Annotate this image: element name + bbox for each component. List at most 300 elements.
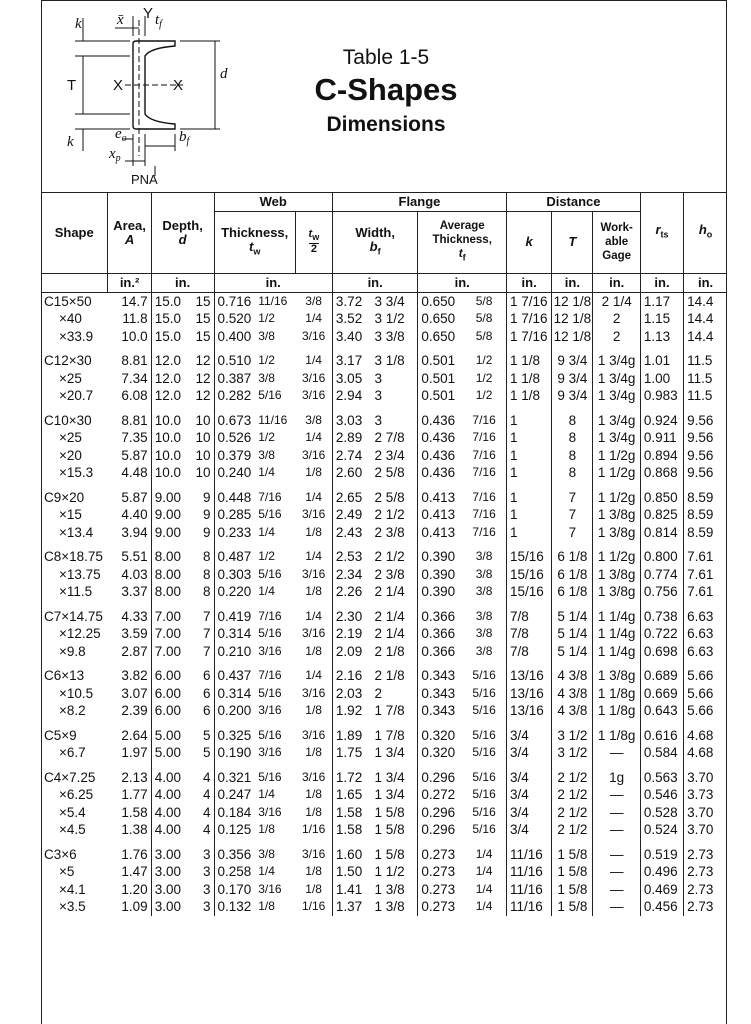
table-row [41, 405, 727, 430]
cell-tw: 0.325 [217, 727, 252, 743]
cell-tffrac: 3/8 [462, 601, 506, 626]
cell-tw2: 3/16 [295, 506, 332, 524]
cell-d: 10.0 [154, 447, 181, 463]
cell-tw: 0.400 [217, 328, 252, 344]
cell-shape: C7×14.75 [44, 608, 103, 624]
cell-tf: 0.296 [421, 804, 456, 820]
cell-shape: ×15.3 [59, 465, 94, 480]
cell-T: 5 1/4 [552, 601, 593, 626]
cell-k: 11/16 [506, 863, 551, 881]
cell-dfrac: 8 [191, 566, 214, 584]
cell-twfrac: 1/2 [258, 311, 275, 325]
cell-shape: C12×30 [44, 353, 92, 368]
cell-g: 1 1/4g [593, 601, 640, 626]
cell-d: 6.00 [154, 685, 181, 701]
table-row [41, 429, 727, 447]
cell-shape: C4×7.25 [44, 769, 96, 785]
cell-ho: 9.56 [687, 465, 714, 480]
table-row [41, 482, 727, 507]
cell-twfrac: 3/16 [258, 745, 282, 759]
cell-bffrac: 1 3/4 [372, 762, 418, 787]
cell-bf: 1.65 [335, 787, 363, 802]
cell-A: 8.81 [108, 345, 151, 370]
cell-tw: 0.510 [217, 353, 252, 368]
cell-twfrac: 3/8 [258, 370, 275, 385]
cell-rts: 0.616 [640, 720, 683, 745]
table-row [41, 583, 727, 601]
cell-d: 12.0 [154, 388, 181, 403]
cell-g: 1 1/8g [593, 685, 640, 703]
cell-T: 1 5/8 [552, 898, 593, 916]
cell-dfrac: 7 [191, 601, 214, 626]
unit-flange-width: in. [332, 273, 417, 292]
cell-tf: 0.320 [421, 745, 456, 760]
cell-shape: ×40 [59, 311, 82, 326]
cell-tf: 0.366 [421, 626, 456, 641]
cell-bffrac: 1 3/4 [372, 786, 418, 804]
cell-rts: 0.584 [640, 744, 683, 762]
cell-dfrac: 5 [191, 744, 214, 762]
diagram-label-d: d [220, 66, 228, 82]
cell-bffrac: 1 5/8 [372, 804, 418, 822]
cell-A: 2.64 [108, 720, 151, 745]
cell-tffrac: 1/2 [462, 345, 506, 370]
cell-A: 10.0 [108, 328, 151, 346]
cell-rts: 0.756 [640, 583, 683, 601]
cell-tw: 0.314 [217, 685, 252, 701]
cell-g: — [593, 744, 640, 762]
cell-dfrac: 6 [191, 702, 214, 720]
cell-T: 6 1/8 [552, 583, 593, 601]
cell-g: 1 1/8g [593, 720, 640, 745]
cell-A: 3.94 [108, 524, 151, 542]
cell-T: 9 3/4 [552, 345, 593, 370]
cell-twfrac: 5/16 [258, 507, 282, 521]
cell-tw: 0.437 [217, 668, 252, 683]
cell-dfrac: 12 [191, 345, 214, 370]
cell-tw2: 1/8 [295, 583, 332, 601]
cell-tw2: 3/8 [295, 292, 332, 310]
cell-tffrac: 5/8 [462, 292, 506, 310]
cell-shape: ×5.4 [59, 804, 86, 820]
cell-bf: 2.43 [335, 524, 363, 540]
cell-tw2: 3/16 [295, 328, 332, 346]
col-shape: Shape [41, 193, 108, 273]
cell-g: 1 1/8g [593, 702, 640, 720]
cell-bf: 2.03 [335, 685, 363, 701]
cell-tffrac: 5/16 [462, 702, 506, 720]
cell-bffrac: 2 1/2 [372, 506, 418, 524]
cell-dfrac: 9 [191, 506, 214, 524]
group-web: Web [214, 193, 332, 211]
cell-bf: 2.74 [335, 447, 363, 463]
cell-ho: 14.4 [687, 293, 714, 309]
cell-k: 15/16 [506, 566, 551, 584]
cell-ho: 6.63 [687, 643, 714, 659]
cell-tw: 0.282 [217, 388, 252, 403]
cell-T: 9 3/4 [552, 370, 593, 388]
cell-tf: 0.320 [421, 727, 456, 743]
cell-bf: 1.89 [335, 727, 363, 743]
cell-k: 11/16 [506, 881, 551, 899]
cell-dfrac: 9 [191, 482, 214, 507]
cell-d: 8.00 [154, 584, 181, 599]
cell-g: 1 3/4g [593, 429, 640, 447]
cell-tffrac: 5/16 [462, 821, 506, 839]
cell-T: 5 1/4 [552, 643, 593, 661]
table-row [41, 566, 727, 584]
cell-dfrac: 8 [191, 541, 214, 566]
cell-twfrac: 3/8 [258, 846, 275, 861]
diagram-label-k-bottom: k [67, 134, 74, 150]
cell-tw: 0.125 [217, 822, 252, 837]
cell-k: 1 7/16 [506, 292, 551, 310]
table-row [41, 310, 727, 328]
cell-bf: 2.89 [335, 430, 363, 445]
cell-tw: 0.526 [217, 430, 252, 445]
cell-rts: 1.01 [640, 345, 683, 370]
col-web-thickness: Thickness, $t_w$ [214, 211, 295, 273]
cell-k: 11/16 [506, 839, 551, 864]
cell-rts: 0.456 [640, 898, 683, 916]
cell-T: 3 1/2 [552, 744, 593, 762]
cell-tf: 0.501 [421, 388, 456, 403]
cell-A: 4.33 [108, 601, 151, 626]
cell-bf: 3.03 [335, 412, 363, 428]
table-body [41, 292, 727, 916]
table-row [41, 804, 727, 822]
cell-tw2: 3/16 [295, 625, 332, 643]
cell-k: 1 1/8 [506, 387, 551, 405]
table-row [41, 464, 727, 482]
cell-tffrac: 5/16 [462, 744, 506, 762]
unit-rts: in. [640, 273, 683, 292]
table-row [41, 524, 727, 542]
diagram-label-bf: $b_f$ [179, 129, 190, 147]
cell-A: 4.48 [108, 464, 151, 482]
cell-T: 2 1/2 [552, 804, 593, 822]
cell-tffrac: 5/16 [462, 685, 506, 703]
cell-k: 3/4 [506, 720, 551, 745]
cell-bffrac: 1 1/2 [372, 863, 418, 881]
cell-k: 15/16 [506, 583, 551, 601]
col-T: T [552, 211, 593, 273]
cell-T: 1 5/8 [552, 881, 593, 899]
col-depth: Depth, d [151, 193, 214, 273]
cell-tw: 0.285 [217, 507, 252, 522]
cell-twfrac: 3/16 [258, 804, 282, 819]
cell-g: 2 [593, 310, 640, 328]
cell-shape: ×25 [59, 370, 82, 386]
cell-g: — [593, 881, 640, 899]
cell-bffrac: 2 5/8 [372, 464, 418, 482]
cell-tffrac: 3/8 [462, 643, 506, 661]
cell-k: 1 [506, 464, 551, 482]
cell-g: 1 3/8g [593, 506, 640, 524]
cell-shape: C8×18.75 [44, 549, 103, 564]
cell-rts: 0.722 [640, 625, 683, 643]
cell-ho: 8.59 [687, 524, 714, 540]
cell-twfrac: 5/16 [258, 727, 282, 742]
cell-tw: 0.132 [217, 899, 252, 914]
cell-k: 3/4 [506, 786, 551, 804]
col-avg-thickness: Average Thickness, $t_f$ [418, 211, 507, 273]
cell-dfrac: 15 [191, 310, 214, 328]
cell-g: 1 3/4g [593, 405, 640, 430]
unit-k: in. [506, 273, 551, 292]
cell-dfrac: 9 [191, 524, 214, 542]
cell-tw2: 1/4 [295, 345, 332, 370]
cell-bf: 2.34 [335, 566, 363, 582]
cell-rts: 0.528 [640, 804, 683, 822]
cell-T: 8 [552, 447, 593, 465]
cell-ho: 5.66 [687, 668, 714, 683]
cell-bffrac: 2 1/8 [372, 643, 418, 661]
cell-bf: 2.60 [335, 465, 363, 480]
table-header-area [41, 0, 727, 193]
cell-tffrac: 5/16 [462, 804, 506, 822]
cell-tf: 0.272 [421, 787, 456, 802]
unit-ho: in. [684, 273, 727, 292]
cell-tffrac: 3/8 [462, 541, 506, 566]
cell-rts: 1.13 [640, 328, 683, 346]
cell-d: 15.0 [154, 328, 181, 344]
cell-bf: 3.17 [335, 353, 363, 368]
cell-bffrac: 1 3/4 [372, 744, 418, 762]
cell-ho: 9.56 [687, 430, 714, 445]
cell-twfrac: 3/16 [258, 643, 282, 658]
cell-shape: ×10.5 [59, 685, 94, 701]
cell-d: 3.00 [154, 846, 181, 862]
cell-bf: 1.41 [335, 881, 363, 897]
cell-tw: 0.170 [217, 881, 252, 897]
table-row [41, 786, 727, 804]
cell-d: 10.0 [154, 465, 181, 480]
cell-shape: ×3.5 [59, 899, 86, 914]
cell-tffrac: 5/8 [462, 328, 506, 346]
cell-dfrac: 3 [191, 898, 214, 916]
cell-k: 7/8 [506, 625, 551, 643]
cell-A: 2.13 [108, 762, 151, 787]
cell-tw2: 3/16 [295, 762, 332, 787]
cell-dfrac: 4 [191, 762, 214, 787]
cell-tw: 0.520 [217, 311, 252, 326]
cell-rts: 0.689 [640, 660, 683, 685]
cell-A: 1.58 [108, 804, 151, 822]
cell-d: 15.0 [154, 293, 181, 309]
cell-rts: 0.924 [640, 405, 683, 430]
cell-twfrac: 5/16 [258, 769, 282, 784]
cell-dfrac: 8 [191, 583, 214, 601]
cell-tf: 0.296 [421, 769, 456, 785]
cell-twfrac: 1/4 [258, 864, 275, 878]
cell-T: 8 [552, 429, 593, 447]
cell-tf: 0.273 [421, 881, 456, 897]
cell-bffrac: 1 7/8 [372, 720, 418, 745]
cell-bffrac: 1 5/8 [372, 821, 418, 839]
cell-rts: 0.814 [640, 524, 683, 542]
cell-tw2: 3/16 [295, 720, 332, 745]
col-rts: $r_{ts}$ [640, 193, 683, 273]
cell-k: 1 7/16 [506, 310, 551, 328]
col-half-tw: $\frac{t_w}{2}$ [295, 211, 332, 273]
table-row [41, 881, 727, 899]
cell-g: 1 3/4g [593, 345, 640, 370]
cell-bffrac: 2 1/8 [372, 660, 418, 685]
cell-bffrac: 1 7/8 [372, 702, 418, 720]
cell-tf: 0.413 [421, 507, 456, 522]
cell-rts: 1.17 [640, 292, 683, 310]
cell-bf: 2.26 [335, 584, 363, 599]
cell-tw: 0.233 [217, 524, 252, 540]
cell-tf: 0.436 [421, 465, 456, 480]
cell-g: 1 3/8g [593, 583, 640, 601]
cell-ho: 9.56 [687, 412, 714, 428]
cell-ho: 7.61 [687, 566, 714, 582]
cell-tf: 0.650 [421, 328, 456, 344]
cell-shape: ×8.2 [59, 703, 86, 718]
cell-rts: 0.519 [640, 839, 683, 864]
cell-bffrac: 2 1/4 [372, 601, 418, 626]
cell-tw2: 1/8 [295, 881, 332, 899]
cell-g: 1 1/4g [593, 643, 640, 661]
cell-twfrac: 1/4 [258, 787, 275, 801]
cell-dfrac: 12 [191, 387, 214, 405]
cell-tf: 0.273 [421, 846, 456, 862]
cell-bffrac: 2 3/8 [372, 566, 418, 584]
cell-tw: 0.247 [217, 787, 252, 802]
cell-ho: 7.61 [687, 584, 714, 599]
cell-d: 15.0 [154, 311, 181, 326]
cell-bf: 2.09 [335, 643, 363, 659]
cell-shape: ×11.5 [59, 584, 93, 599]
cell-bf: 2.94 [335, 388, 363, 403]
table-row [41, 720, 727, 745]
cell-ho: 14.4 [687, 311, 714, 326]
diagram-label-x-right: X [173, 77, 184, 94]
cell-ho: 8.59 [687, 489, 714, 505]
cell-dfrac: 6 [191, 685, 214, 703]
cell-tw2: 1/4 [295, 541, 332, 566]
cell-d: 9.00 [154, 524, 181, 540]
cell-rts: 0.894 [640, 447, 683, 465]
cell-tw: 0.448 [217, 489, 252, 505]
cell-rts: 0.698 [640, 643, 683, 661]
table-row [41, 387, 727, 405]
cell-T: 1 5/8 [552, 839, 593, 864]
cell-g: 1 1/2g [593, 482, 640, 507]
cell-twfrac: 1/4 [258, 524, 275, 539]
cell-bf: 3.52 [335, 311, 363, 326]
cell-d: 8.00 [154, 549, 181, 564]
cell-T: 1 5/8 [552, 863, 593, 881]
cell-tw: 0.716 [217, 293, 252, 309]
cell-tf: 0.343 [421, 668, 456, 683]
cell-bffrac: 3 3/8 [372, 328, 418, 346]
cell-bffrac: 3 1/8 [372, 345, 418, 370]
cell-T: 2 1/2 [552, 821, 593, 839]
cell-A: 4.03 [108, 566, 151, 584]
table-row [41, 328, 727, 346]
cell-ho: 2.73 [687, 864, 714, 879]
cell-rts: 1.15 [640, 310, 683, 328]
diagram-label-eo: $e_o$ [115, 126, 127, 144]
cell-d: 10.0 [154, 412, 181, 428]
cell-twfrac: 1/2 [258, 430, 275, 444]
cell-bf: 2.53 [335, 549, 363, 564]
cell-dfrac: 10 [191, 429, 214, 447]
cell-k: 11/16 [506, 898, 551, 916]
cell-shape: ×33.9 [59, 328, 94, 344]
cell-shape: ×25 [59, 430, 82, 445]
cell-tffrac: 1/4 [462, 898, 506, 916]
cell-shape: ×12.25 [59, 626, 101, 641]
cell-A: 2.39 [108, 702, 151, 720]
cell-tffrac: 7/16 [462, 447, 506, 465]
cell-ho: 3.70 [687, 769, 714, 785]
cell-shape: C10×30 [44, 412, 92, 428]
cell-tw: 0.190 [217, 745, 252, 760]
cell-bf: 1.60 [335, 846, 363, 862]
cell-g: 1 3/8g [593, 660, 640, 685]
cell-k: 13/16 [506, 685, 551, 703]
cell-tw2: 1/4 [295, 601, 332, 626]
cell-shape: ×13.4 [59, 524, 94, 540]
cell-T: 6 1/8 [552, 566, 593, 584]
cell-bf: 3.40 [335, 328, 363, 344]
cell-tw: 0.200 [217, 703, 252, 718]
table-row [41, 601, 727, 626]
cell-g: 1 1/2g [593, 464, 640, 482]
title-block [251, 44, 521, 142]
cell-d: 7.00 [154, 643, 181, 659]
cell-dfrac: 10 [191, 405, 214, 430]
cell-tw2: 1/8 [295, 464, 332, 482]
cell-rts: 0.546 [640, 786, 683, 804]
table-number: Table 1-5 [342, 46, 430, 69]
cell-tffrac: 3/8 [462, 566, 506, 584]
col-area: Area, A [108, 193, 151, 273]
cell-rts: 0.911 [640, 429, 683, 447]
cell-rts: 0.669 [640, 685, 683, 703]
cell-k: 1 [506, 405, 551, 430]
cell-twfrac: 3/16 [258, 881, 282, 896]
cell-shape: C15×50 [44, 293, 92, 309]
cell-ho: 11.5 [687, 370, 713, 386]
cell-bf: 2.49 [335, 507, 363, 522]
table-row [41, 541, 727, 566]
cell-tw2: 1/8 [295, 804, 332, 822]
cell-tf: 0.390 [421, 566, 456, 582]
cell-bffrac: 1 5/8 [372, 839, 418, 864]
cell-bf: 2.16 [335, 668, 363, 683]
cell-shape: ×20 [59, 447, 82, 463]
cell-twfrac: 5/16 [258, 566, 282, 581]
cell-T: 8 [552, 405, 593, 430]
cell-twfrac: 7/16 [258, 668, 282, 682]
cell-dfrac: 7 [191, 643, 214, 661]
table-row [41, 685, 727, 703]
cell-d: 4.00 [154, 822, 181, 837]
cell-twfrac: 11/16 [258, 293, 288, 308]
cell-tffrac: 7/16 [462, 464, 506, 482]
cell-tw: 0.387 [217, 370, 252, 386]
cell-dfrac: 10 [191, 464, 214, 482]
cell-shape: C9×20 [44, 489, 85, 505]
cell-k: 3/4 [506, 762, 551, 787]
diagram-label-tf: $t_f$ [155, 12, 162, 30]
unit-avg-thickness: in. [418, 273, 507, 292]
